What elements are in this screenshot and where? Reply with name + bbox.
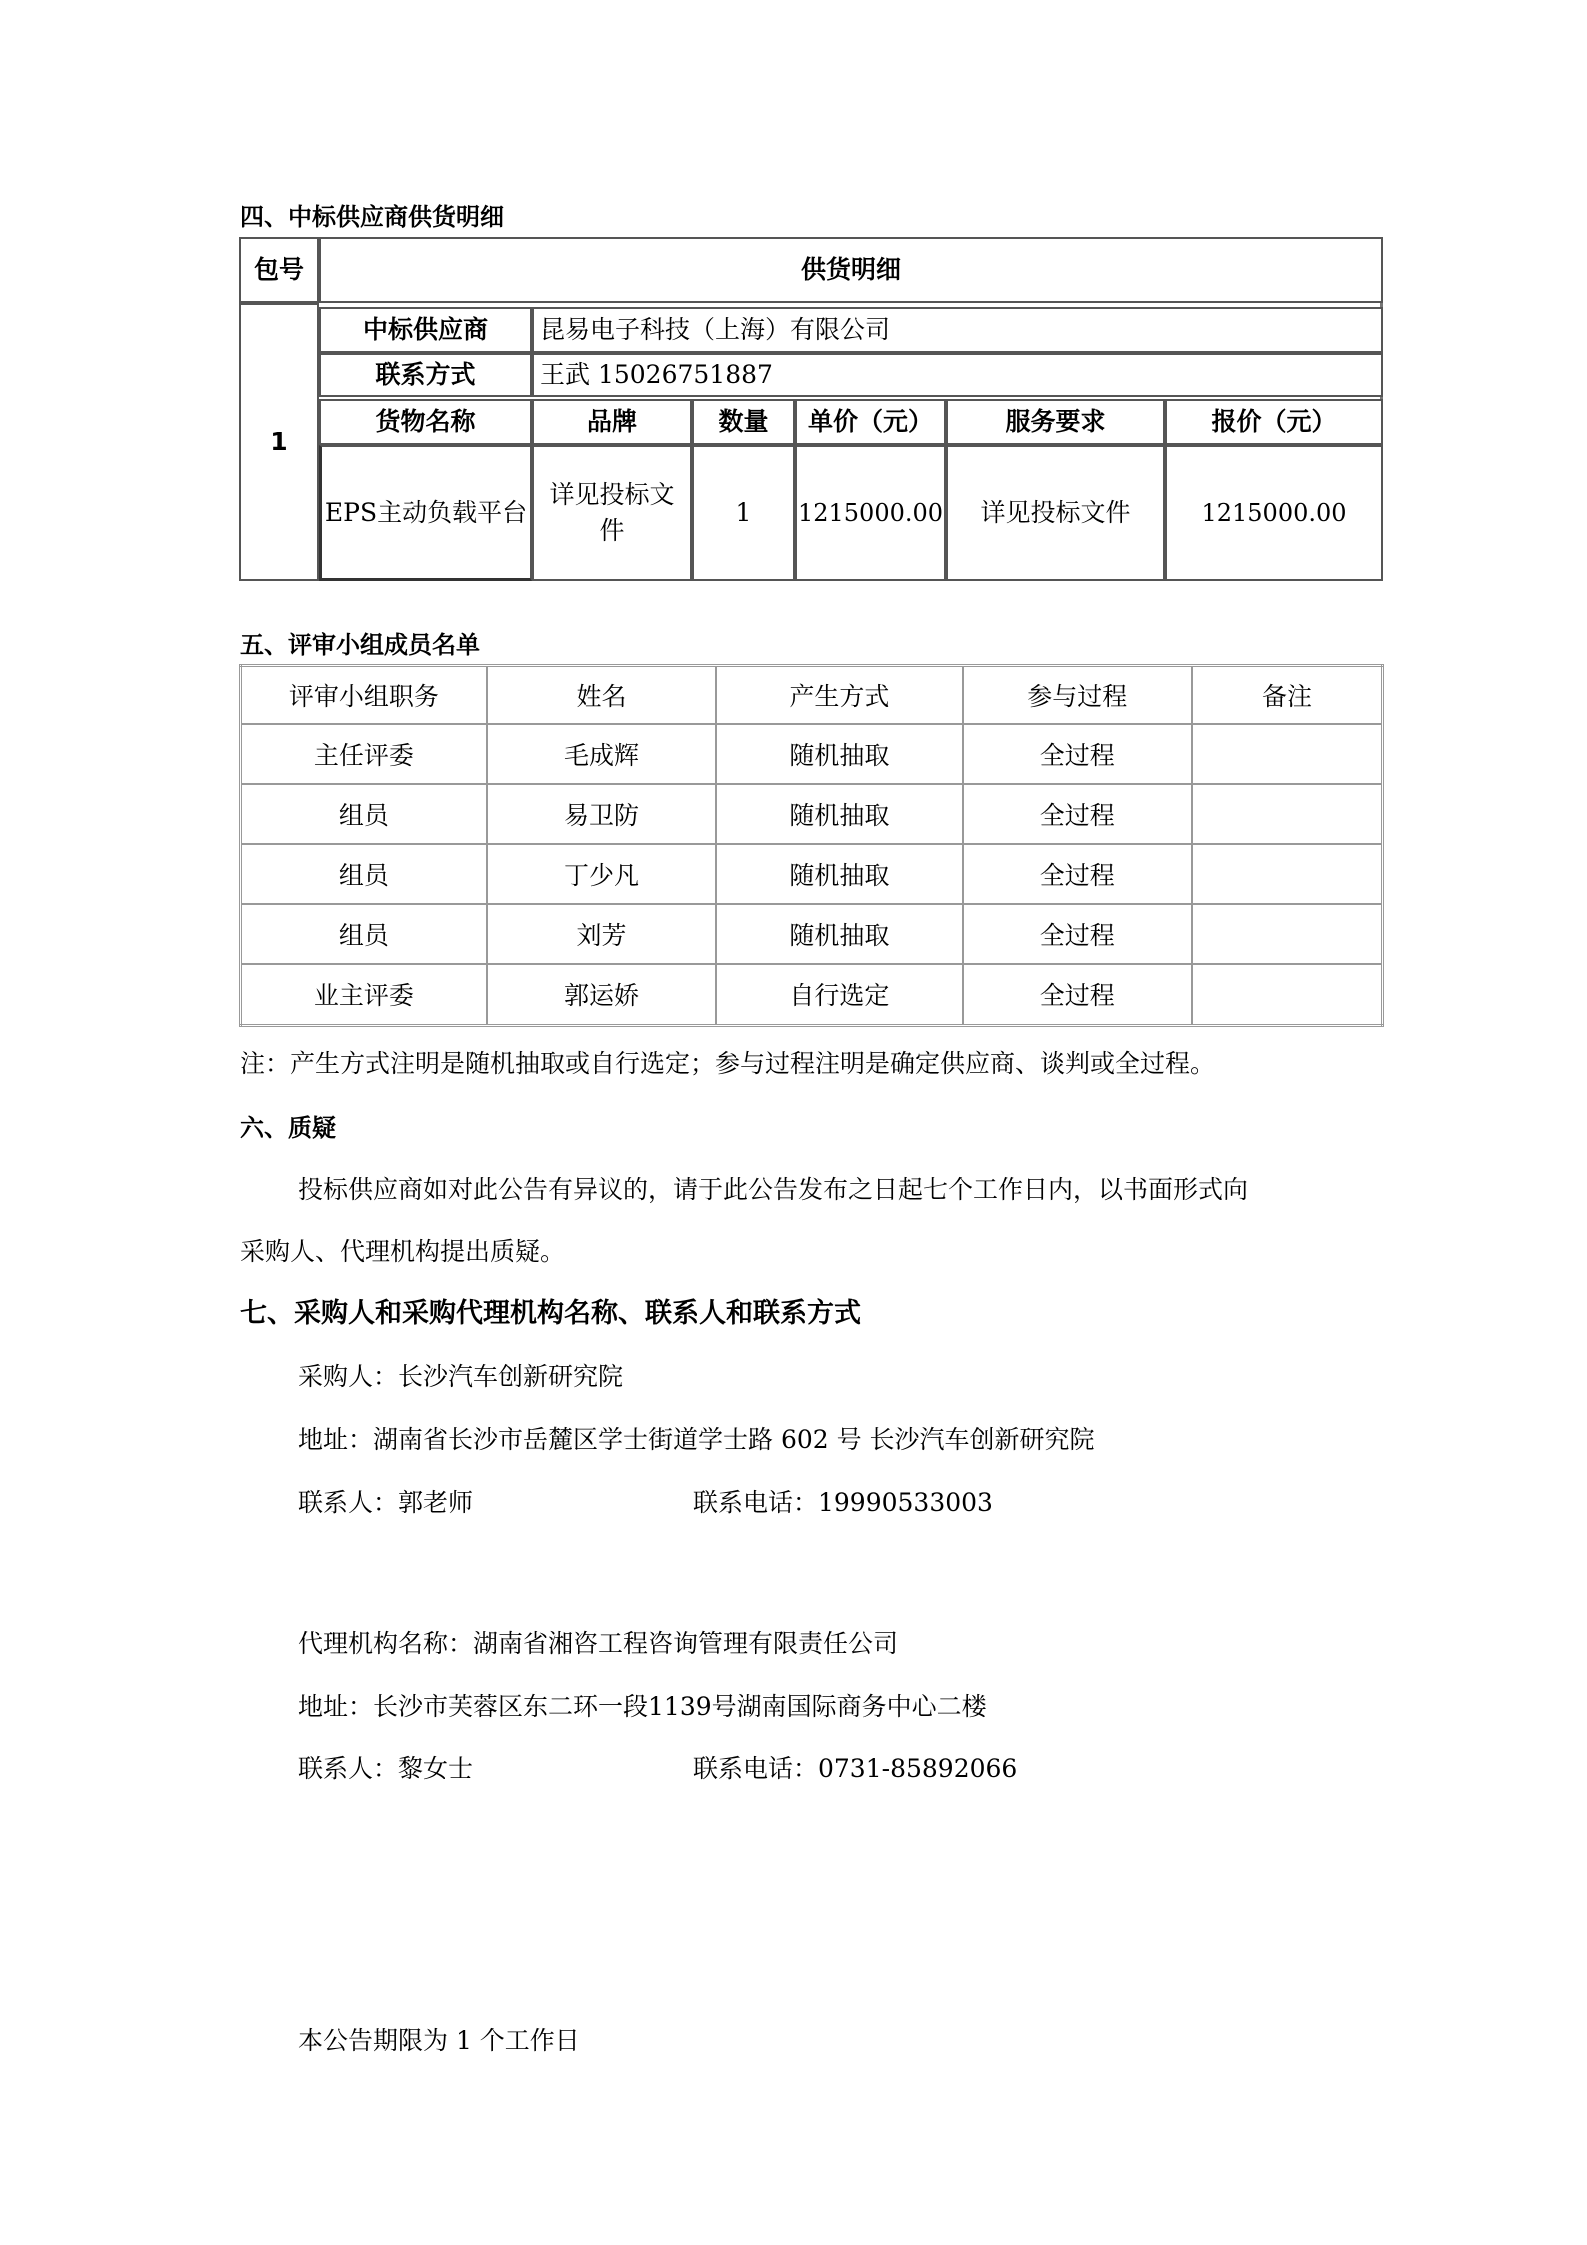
table-cell: 随机抽取 [716,844,962,904]
purchaser-name: 采购人：长沙汽车创新研究院 [298,1362,624,1391]
table-cell: 全过程 [963,724,1192,784]
table-cell [1192,904,1383,964]
col-service: 服务要求 [946,399,1165,445]
table-cell: 随机抽取 [716,784,962,844]
section7-title: 七、采购人和采购代理机构名称、联系人和联系方式 [240,1298,861,1329]
col-quantity: 数量 [692,399,795,445]
table-row [241,844,1383,904]
col-brand: 品牌 [532,399,692,445]
supplier-label: 中标供应商 [319,307,532,353]
review-panel-table [239,664,1384,1027]
purchaser-contact: 联系人：郭老师 [298,1488,474,1517]
purchaser-phone: 联系电话：19990533003 [693,1488,993,1517]
agency-phone: 联系电话：0731-85892066 [693,1754,1018,1783]
objection-para-2: 采购人、代理机构提出质疑。 [240,1237,566,1266]
agency-address: 地址：长沙市芙蓉区东二环一段1139号湖南国际商务中心二楼 [298,1692,987,1721]
pkg-number: 1 [239,303,319,581]
header-cell: 评审小组职务 [241,666,487,724]
section6-title: 六、质疑 [240,1114,336,1142]
detail-header: 供货明细 [319,237,1383,303]
table-row [241,784,1383,844]
objection-para-1: 投标供应商如对此公告有异议的，请于此公告发布之日起七个工作日内，以书面形式向 [298,1175,1249,1204]
unit-price: 1215000.00 [795,445,946,581]
pkg-header: 包号 [239,237,319,303]
table-cell [1192,964,1383,1026]
agency-name: 代理机构名称：湖南省湘咨工程咨询管理有限责任公司 [298,1629,899,1658]
goods-name: EPS主动负载平台 [319,445,532,581]
table-cell [1192,844,1383,904]
table-cell: 易卫防 [487,784,716,844]
table-row [241,724,1383,784]
table-cell: 组员 [241,844,487,904]
contact-value: 王武 15026751887 [532,353,1383,397]
brand: 详见投标文件 [532,445,692,581]
table-cell: 组员 [241,784,487,844]
col-quote: 报价（元） [1165,399,1383,445]
table-cell: 全过程 [963,844,1192,904]
table-header-row [241,666,1383,724]
table-cell: 全过程 [963,964,1192,1026]
table-cell: 随机抽取 [716,724,962,784]
table-cell: 毛成辉 [487,724,716,784]
review-note: 注：产生方式注明是随机抽取或自行选定；参与过程注明是确定供应商、谈判或全过程。 [240,1049,1216,1078]
header-cell: 产生方式 [716,666,962,724]
purchaser-address: 地址：湖南省长沙市岳麓区学士街道学士路 602 号 长沙汽车创新研究院 [298,1425,1095,1454]
section5-title: 五、评审小组成员名单 [240,631,480,659]
notice-period: 本公告期限为 1 个工作日 [298,2026,580,2055]
header-cell: 姓名 [487,666,716,724]
table-cell: 郭运娇 [487,964,716,1026]
table-row [241,904,1383,964]
table-cell: 全过程 [963,904,1192,964]
supplier-detail-table [239,237,1383,581]
section4-title: 四、中标供应商供货明细 [240,203,504,231]
header-cell: 备注 [1192,666,1383,724]
table-cell: 主任评委 [241,724,487,784]
table-cell: 业主评委 [241,964,487,1026]
table-cell: 刘芳 [487,904,716,964]
table-cell: 丁少凡 [487,844,716,904]
header-cell: 参与过程 [963,666,1192,724]
table-cell: 自行选定 [716,964,962,1026]
table-cell: 随机抽取 [716,904,962,964]
col-unit-price: 单价（元） [795,399,946,445]
table-cell: 组员 [241,904,487,964]
table-cell [1192,724,1383,784]
table-cell [1192,784,1383,844]
quantity: 1 [692,445,795,581]
col-goods-name: 货物名称 [319,399,532,445]
supplier-value: 昆易电子科技（上海）有限公司 [532,307,1383,353]
contact-label: 联系方式 [319,353,532,397]
agency-contact: 联系人：黎女士 [298,1754,474,1783]
table-row [241,964,1383,1026]
table-cell: 全过程 [963,784,1192,844]
service-requirement: 详见投标文件 [946,445,1165,581]
quote: 1215000.00 [1165,445,1383,581]
